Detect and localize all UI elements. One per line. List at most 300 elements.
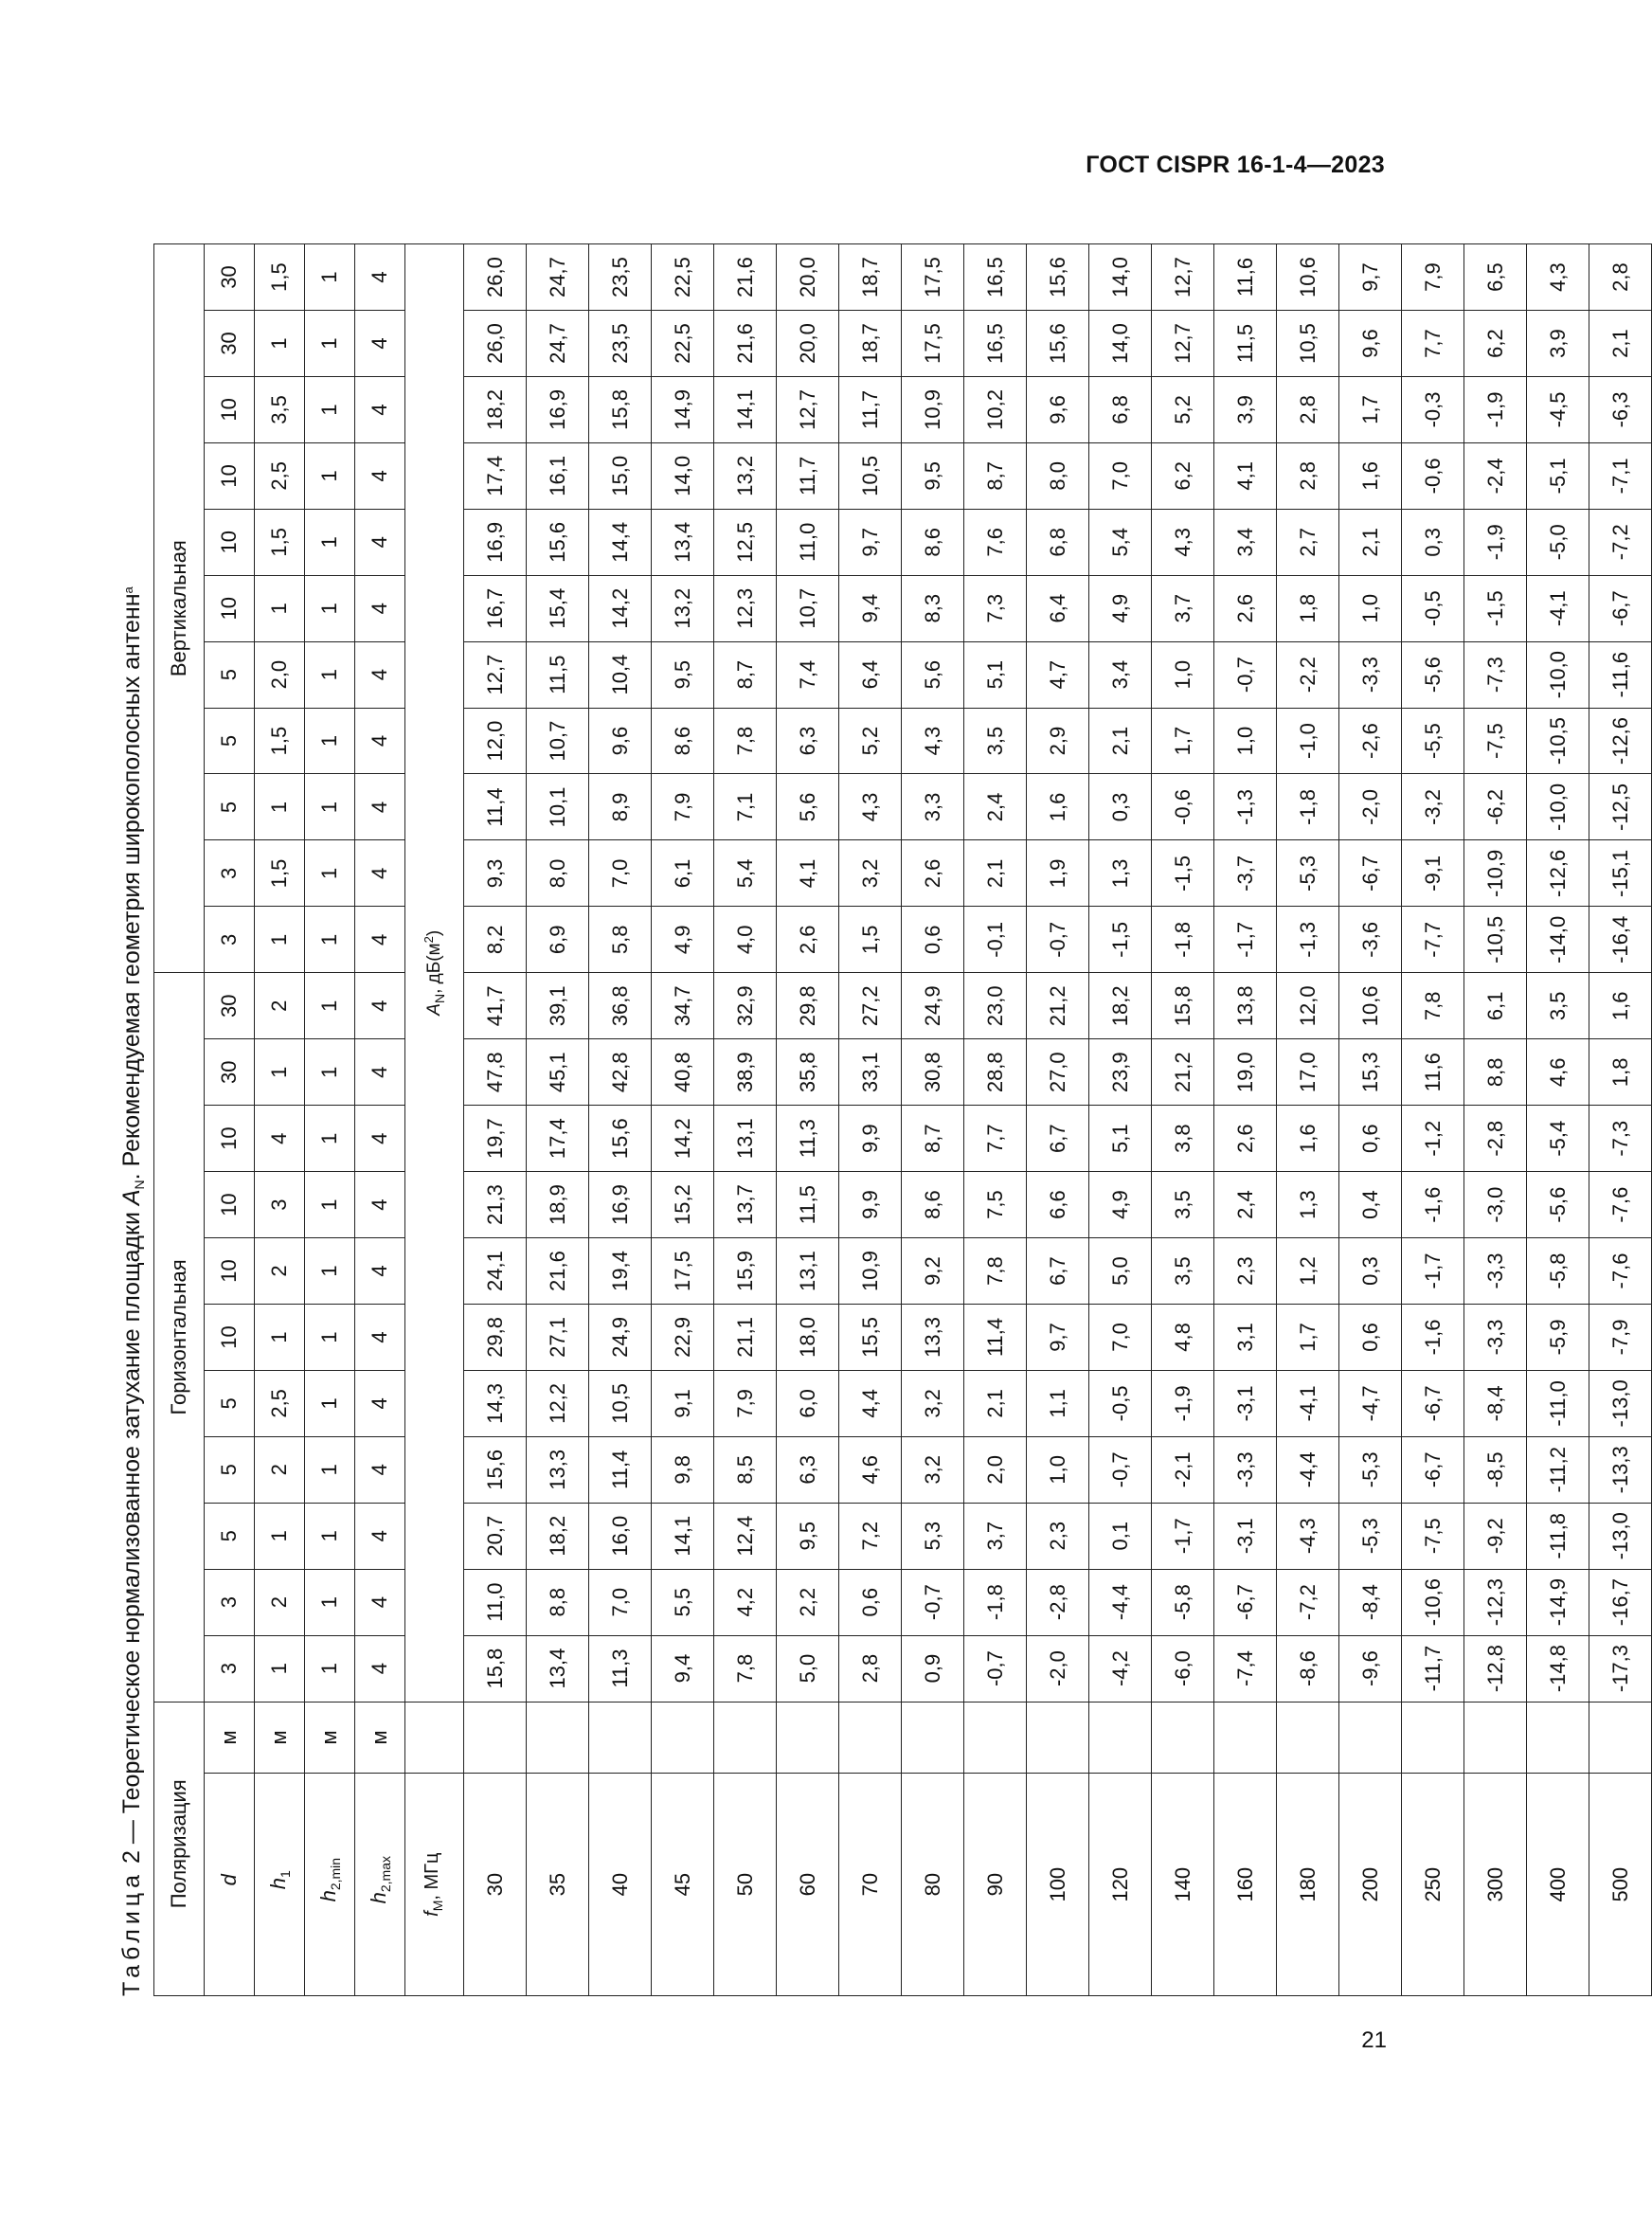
attenuation-cell: 0,6	[839, 1569, 902, 1635]
param-value: 3	[205, 907, 255, 973]
attenuation-cell: 7,2	[839, 1503, 902, 1569]
attenuation-cell: 9,2	[902, 1238, 964, 1305]
attenuation-cell: 22,9	[652, 1304, 714, 1370]
attenuation-cell: -15,1	[1589, 840, 1652, 907]
attenuation-cell: 0,3	[1402, 509, 1464, 575]
table-caption	[110, 243, 152, 1996]
attenuation-cell: -9,2	[1464, 1503, 1527, 1569]
attenuation-cell: 9,4	[652, 1635, 714, 1702]
attenuation-cell: 1,0	[1339, 575, 1402, 641]
attenuation-cell: 3,2	[902, 1370, 964, 1436]
attenuation-cell: 17,5	[902, 244, 964, 311]
attenuation-cell: 4,8	[1152, 1304, 1214, 1370]
attenuation-cell: 1,8	[1589, 1039, 1652, 1106]
attenuation-cell: 7,0	[1089, 442, 1152, 509]
attenuation-cell: 9,9	[839, 1106, 902, 1172]
attenuation-cell: -5,6	[1527, 1172, 1589, 1238]
frequency-cell: 60	[777, 1774, 839, 1996]
empty-cell	[1339, 1702, 1402, 1774]
attenuation-cell: 8,3	[902, 575, 964, 641]
param-value: 30	[205, 973, 255, 1039]
frequency-cell: 40	[589, 1774, 652, 1996]
attenuation-cell: -1,5	[1464, 575, 1527, 641]
attenuation-cell: 27,0	[1027, 1039, 1089, 1106]
attenuation-cell: 21,1	[714, 1304, 777, 1370]
attenuation-cell: 4,6	[1527, 1039, 1589, 1106]
frequency-cell: 70	[839, 1774, 902, 1996]
attenuation-cell: -12,6	[1527, 840, 1589, 907]
param-value: 5	[205, 1370, 255, 1436]
param-value: 1	[305, 708, 355, 774]
caption-prefix: Таблица	[118, 1869, 145, 1996]
attenuation-cell: 11,0	[777, 509, 839, 575]
attenuation-cell: 2,6	[777, 907, 839, 973]
table-row	[1589, 244, 1652, 1996]
attenuation-cell: 9,7	[1339, 244, 1402, 311]
attenuation-cell: 6,4	[839, 641, 902, 708]
param-unit: м	[205, 1702, 255, 1774]
attenuation-cell: 2,4	[1214, 1172, 1277, 1238]
param-value: 4	[355, 1304, 405, 1370]
attenuation-cell: -7,6	[1589, 1238, 1652, 1305]
param-value: 2,0	[255, 641, 305, 708]
param-value: 3	[205, 840, 255, 907]
attenuation-cell: 24,7	[527, 311, 589, 377]
attenuation-cell: 9,5	[777, 1503, 839, 1569]
caption-number: 2	[118, 1850, 145, 1865]
attenuation-cell: 23,5	[589, 244, 652, 311]
param-value: 1	[305, 840, 355, 907]
attenuation-cell: -7,9	[1589, 1304, 1652, 1370]
param-value: 4	[355, 1635, 405, 1702]
attenuation-cell: 13,1	[714, 1106, 777, 1172]
attenuation-cell: 3,9	[1527, 311, 1589, 377]
attenuation-cell: -17,3	[1589, 1635, 1652, 1702]
attenuation-cell: 10,5	[839, 442, 902, 509]
param-value: 3,5	[255, 376, 305, 442]
attenuation-cell: -7,5	[1402, 1503, 1464, 1569]
attenuation-cell: 7,6	[964, 509, 1027, 575]
param-row	[305, 244, 355, 1996]
attenuation-cell: -8,6	[1277, 1635, 1339, 1702]
attenuation-cell: -2,8	[1464, 1106, 1527, 1172]
table-row	[1527, 244, 1589, 1996]
attenuation-cell: 10,4	[589, 641, 652, 708]
attenuation-cell: 8,7	[964, 442, 1027, 509]
attenuation-cell: 8,8	[527, 1569, 589, 1635]
attenuation-cell: 7,3	[964, 575, 1027, 641]
attenuation-cell: 29,8	[777, 973, 839, 1039]
attenuation-cell: -5,3	[1339, 1503, 1402, 1569]
frequency-cell: 250	[1402, 1774, 1464, 1996]
frequency-cell: 200	[1339, 1774, 1402, 1996]
attenuation-cell: -0,7	[1089, 1436, 1152, 1503]
attenuation-cell: 9,8	[652, 1436, 714, 1503]
attenuation-cell: -0,5	[1402, 575, 1464, 641]
attenuation-cell: 10,7	[527, 708, 589, 774]
attenuation-cell: 3,8	[1152, 1106, 1214, 1172]
attenuation-cell: 12,2	[527, 1370, 589, 1436]
frequency-cell: 90	[964, 1774, 1027, 1996]
attenuation-cell: 36,8	[589, 973, 652, 1039]
empty-cell	[964, 1702, 1027, 1774]
param-value: 4	[355, 1039, 405, 1106]
param-symbol-letter: h	[367, 1892, 390, 1904]
attenuation-cell: -10,5	[1464, 907, 1527, 973]
attenuation-cell: 10,5	[1277, 311, 1339, 377]
attenuation-cell: 3,5	[964, 708, 1027, 774]
param-symbol-sub: 2,max	[378, 1856, 393, 1893]
param-value: 30	[205, 311, 255, 377]
attenuation-cell: 22,5	[652, 311, 714, 377]
param-value: 1	[305, 1436, 355, 1503]
param-value: 1	[305, 1039, 355, 1106]
frequency-cell: 180	[1277, 1774, 1339, 1996]
param-value: 1	[255, 774, 305, 840]
attenuation-cell: -16,4	[1589, 907, 1652, 973]
attenuation-cell: 2,8	[1277, 442, 1339, 509]
attenuation-cell: -5,5	[1402, 708, 1464, 774]
attenuation-table	[153, 243, 1652, 1996]
param-value: 4	[355, 311, 405, 377]
attenuation-cell: 2,8	[1589, 244, 1652, 311]
attenuation-cell: 23,0	[964, 973, 1027, 1039]
table-row	[777, 244, 839, 1996]
attenuation-cell: 18,2	[527, 1503, 589, 1569]
attenuation-cell: -7,2	[1589, 509, 1652, 575]
caption-text-before: — Теоретическое нормализованное затухание площадки	[118, 1205, 145, 1851]
frequency-cell: 35	[527, 1774, 589, 1996]
param-value: 1	[255, 311, 305, 377]
attenuation-cell: 12,0	[1277, 973, 1339, 1039]
param-value: 1	[255, 907, 305, 973]
attenuation-cell: -1,9	[1464, 509, 1527, 575]
attenuation-cell: -14,9	[1527, 1569, 1589, 1635]
attenuation-cell: 4,6	[839, 1436, 902, 1503]
param-value: 1	[255, 1635, 305, 1702]
attenuation-cell: 7,8	[964, 1238, 1027, 1305]
attenuation-cell: 1,0	[1214, 708, 1277, 774]
attenuation-cell: 7,8	[714, 1635, 777, 1702]
param-value: 4	[355, 376, 405, 442]
empty-cell	[405, 1702, 464, 1774]
attenuation-cell: 8,5	[714, 1436, 777, 1503]
attenuation-cell: 14,0	[1089, 311, 1152, 377]
attenuation-cell: -14,8	[1527, 1635, 1589, 1702]
attenuation-cell: 13,3	[902, 1304, 964, 1370]
attenuation-cell: 21,2	[1027, 973, 1089, 1039]
attenuation-cell: 9,6	[1339, 311, 1402, 377]
an-header: $A_N$, $дБ(м^2)$	[405, 244, 464, 1703]
param-value: 2	[255, 1569, 305, 1635]
param-value: 10	[205, 376, 255, 442]
attenuation-cell: -2,4	[1464, 442, 1527, 509]
attenuation-cell: 14,0	[1089, 244, 1152, 311]
attenuation-cell: 2,1	[1339, 509, 1402, 575]
param-value: 4	[355, 641, 405, 708]
attenuation-cell: -1,9	[1152, 1370, 1214, 1436]
attenuation-cell: 6,1	[652, 840, 714, 907]
attenuation-cell: 10,2	[964, 376, 1027, 442]
attenuation-cell: 4,4	[839, 1370, 902, 1436]
attenuation-cell: -0,3	[1402, 376, 1464, 442]
param-value: 2,5	[255, 442, 305, 509]
caption-note-mark: a	[121, 586, 135, 594]
attenuation-cell: 13,4	[652, 509, 714, 575]
attenuation-cell: 16,0	[589, 1503, 652, 1569]
attenuation-cell: 2,1	[1089, 708, 1152, 774]
attenuation-cell: 8,0	[527, 840, 589, 907]
attenuation-cell: 2,8	[839, 1635, 902, 1702]
attenuation-cell: -7,2	[1277, 1569, 1339, 1635]
param-symbol-sub: 1	[278, 1870, 293, 1878]
param-value: 1,5	[255, 708, 305, 774]
attenuation-cell: 7,7	[964, 1106, 1027, 1172]
attenuation-cell: 5,1	[1089, 1106, 1152, 1172]
attenuation-cell: 41,7	[464, 973, 527, 1039]
attenuation-cell: -8,4	[1339, 1569, 1402, 1635]
table-row	[464, 244, 527, 1996]
attenuation-cell: 6,7	[1027, 1106, 1089, 1172]
empty-cell	[1527, 1702, 1589, 1774]
param-value: 5	[205, 708, 255, 774]
param-value: 5	[205, 1503, 255, 1569]
attenuation-cell: 15,4	[527, 575, 589, 641]
param-value: 2,5	[255, 1370, 305, 1436]
attenuation-cell: 5,2	[1152, 376, 1214, 442]
attenuation-cell: 24,7	[527, 244, 589, 311]
attenuation-cell: -16,7	[1589, 1569, 1652, 1635]
param-unit: м	[355, 1702, 405, 1774]
attenuation-cell: -10,0	[1527, 641, 1589, 708]
attenuation-cell: -3,2	[1402, 774, 1464, 840]
attenuation-cell: 21,2	[1152, 1039, 1214, 1106]
attenuation-cell: 6,1	[1464, 973, 1527, 1039]
attenuation-cell: 26,0	[464, 244, 527, 311]
attenuation-cell: 3,5	[1152, 1172, 1214, 1238]
attenuation-cell: 7,5	[964, 1172, 1027, 1238]
attenuation-cell: -4,3	[1277, 1503, 1339, 1569]
attenuation-cell: 6,9	[527, 907, 589, 973]
attenuation-cell: -4,5	[1527, 376, 1589, 442]
attenuation-cell: 17,5	[902, 311, 964, 377]
param-value: 4	[355, 575, 405, 641]
frequency-cell: 45	[652, 1774, 714, 1996]
attenuation-cell: 18,2	[464, 376, 527, 442]
param-value: 1	[305, 1304, 355, 1370]
attenuation-cell: 4,9	[652, 907, 714, 973]
empty-cell	[1464, 1702, 1527, 1774]
attenuation-cell: 11,4	[964, 1304, 1027, 1370]
param-value: 1,5	[255, 244, 305, 311]
attenuation-cell: -2,0	[1339, 774, 1402, 840]
attenuation-cell: 40,8	[652, 1039, 714, 1106]
attenuation-cell: 2,0	[964, 1436, 1027, 1503]
table-row	[1152, 244, 1214, 1996]
attenuation-cell: -8,5	[1464, 1436, 1527, 1503]
attenuation-cell: 4,1	[1214, 442, 1277, 509]
table-row	[902, 244, 964, 1996]
attenuation-cell: 4,9	[1089, 1172, 1152, 1238]
param-value: 4	[355, 840, 405, 907]
frequency-cell: 300	[1464, 1774, 1527, 1996]
param-value: 5	[205, 641, 255, 708]
attenuation-cell: -10,0	[1527, 774, 1589, 840]
attenuation-cell: 1,0	[1027, 1436, 1089, 1503]
attenuation-cell: 11,4	[464, 774, 527, 840]
attenuation-cell: 11,5	[777, 1172, 839, 1238]
attenuation-cell: 0,3	[1339, 1238, 1402, 1305]
attenuation-cell: -1,2	[1402, 1106, 1464, 1172]
attenuation-cell: 0,6	[1339, 1106, 1402, 1172]
attenuation-cell: 3,5	[1527, 973, 1589, 1039]
attenuation-cell: 2,7	[1277, 509, 1339, 575]
attenuation-cell: -5,3	[1277, 840, 1339, 907]
attenuation-cell: 3,4	[1089, 641, 1152, 708]
attenuation-cell: 2,8	[1277, 376, 1339, 442]
param-symbol	[255, 1774, 305, 1996]
attenuation-cell: 7,1	[714, 774, 777, 840]
attenuation-cell: 3,7	[1152, 575, 1214, 641]
attenuation-cell: 9,6	[589, 708, 652, 774]
attenuation-cell: 30,8	[902, 1039, 964, 1106]
attenuation-cell: -0,7	[1214, 641, 1277, 708]
attenuation-cell: 4,2	[714, 1569, 777, 1635]
attenuation-cell: 15,3	[1339, 1039, 1402, 1106]
attenuation-cell: 7,0	[1089, 1304, 1152, 1370]
attenuation-cell: 2,3	[1214, 1238, 1277, 1305]
attenuation-cell: 19,7	[464, 1106, 527, 1172]
param-value: 4	[355, 1238, 405, 1305]
attenuation-cell: 15,5	[839, 1304, 902, 1370]
attenuation-cell: -3,6	[1339, 907, 1402, 973]
attenuation-cell: 2,1	[964, 840, 1027, 907]
attenuation-cell: 5,3	[902, 1503, 964, 1569]
attenuation-cell: 9,9	[839, 1172, 902, 1238]
attenuation-cell: 7,4	[777, 641, 839, 708]
frequency-cell: 160	[1214, 1774, 1277, 1996]
param-value: 5	[205, 774, 255, 840]
attenuation-cell: -7,5	[1464, 708, 1527, 774]
attenuation-cell: 13,8	[1214, 973, 1277, 1039]
attenuation-cell: 23,5	[589, 311, 652, 377]
attenuation-cell: 4,3	[902, 708, 964, 774]
attenuation-cell: 6,5	[1464, 244, 1527, 311]
attenuation-cell: 4,3	[1152, 509, 1214, 575]
attenuation-cell: 6,8	[1027, 509, 1089, 575]
param-value: 5	[205, 1436, 255, 1503]
attenuation-cell: 3,9	[1214, 376, 1277, 442]
attenuation-cell: 6,2	[1464, 311, 1527, 377]
caption-symbol-sub: N	[132, 1180, 147, 1190]
empty-cell	[652, 1702, 714, 1774]
attenuation-cell: -1,6	[1402, 1304, 1464, 1370]
attenuation-cell: -8,4	[1464, 1370, 1527, 1436]
attenuation-cell: 5,2	[839, 708, 902, 774]
attenuation-cell: 27,2	[839, 973, 902, 1039]
attenuation-cell: 18,9	[527, 1172, 589, 1238]
attenuation-cell: -0,1	[964, 907, 1027, 973]
freq-unit: МГц	[421, 1852, 442, 1890]
attenuation-cell: 13,4	[527, 1635, 589, 1702]
attenuation-cell: -10,6	[1402, 1569, 1464, 1635]
attenuation-cell: 12,3	[714, 575, 777, 641]
param-symbol-letter: h	[316, 1890, 340, 1902]
frequency-cell: 30	[464, 1774, 527, 1996]
attenuation-cell: 1,3	[1277, 1172, 1339, 1238]
empty-cell	[1277, 1702, 1339, 1774]
attenuation-cell: 5,8	[589, 907, 652, 973]
attenuation-cell: -13,0	[1589, 1503, 1652, 1569]
attenuation-cell: 8,6	[902, 1172, 964, 1238]
attenuation-cell: -6,7	[1402, 1436, 1464, 1503]
param-value: 1	[305, 575, 355, 641]
attenuation-cell: 21,6	[527, 1238, 589, 1305]
attenuation-cell: 26,0	[464, 311, 527, 377]
attenuation-cell: 12,0	[464, 708, 527, 774]
param-value: 2	[255, 1238, 305, 1305]
attenuation-cell: 12,4	[714, 1503, 777, 1569]
attenuation-cell: 6,4	[1027, 575, 1089, 641]
param-value: 1	[305, 1238, 355, 1305]
param-value: 1	[255, 1304, 305, 1370]
attenuation-cell: -10,5	[1527, 708, 1589, 774]
empty-cell	[464, 1702, 527, 1774]
an-symbol-sub: N	[432, 993, 447, 1004]
attenuation-cell: 9,5	[652, 641, 714, 708]
attenuation-cell: 10,7	[777, 575, 839, 641]
attenuation-cell: 10,9	[902, 376, 964, 442]
attenuation-cell: 5,0	[777, 1635, 839, 1702]
attenuation-cell: -1,8	[964, 1569, 1027, 1635]
attenuation-cell: 20,0	[777, 244, 839, 311]
attenuation-cell: -12,6	[1589, 708, 1652, 774]
attenuation-cell: 4,1	[777, 840, 839, 907]
attenuation-cell: -7,7	[1402, 907, 1464, 973]
attenuation-cell: 15,8	[589, 376, 652, 442]
attenuation-cell: 9,7	[1027, 1304, 1089, 1370]
attenuation-cell: -2,8	[1027, 1569, 1089, 1635]
attenuation-cell: 14,1	[652, 1503, 714, 1569]
frequency-cell: 100	[1027, 1774, 1089, 1996]
attenuation-cell: 12,7	[1152, 244, 1214, 311]
param-value: 1	[305, 973, 355, 1039]
attenuation-cell: -7,1	[1589, 442, 1652, 509]
attenuation-cell: 10,6	[1277, 244, 1339, 311]
param-value: 1,5	[255, 509, 305, 575]
attenuation-cell: -3,0	[1464, 1172, 1527, 1238]
table-row	[1027, 244, 1089, 1996]
attenuation-cell: -2,0	[1027, 1635, 1089, 1702]
param-value: 10	[205, 1304, 255, 1370]
attenuation-cell: 8,8	[1464, 1039, 1527, 1106]
attenuation-cell: 1,2	[1277, 1238, 1339, 1305]
attenuation-cell: 1,8	[1277, 575, 1339, 641]
attenuation-cell: 3,7	[964, 1503, 1027, 1569]
attenuation-cell: 1,7	[1152, 708, 1214, 774]
param-value: 3	[205, 1569, 255, 1635]
attenuation-cell: 7,8	[1402, 973, 1464, 1039]
attenuation-cell: -9,1	[1402, 840, 1464, 907]
param-value: 1	[305, 244, 355, 311]
attenuation-cell: 1,1	[1027, 1370, 1089, 1436]
attenuation-cell: 8,0	[1027, 442, 1089, 509]
attenuation-cell: 22,5	[652, 244, 714, 311]
attenuation-cell: 11,5	[1214, 311, 1277, 377]
freq-symbol: f	[421, 1911, 442, 1917]
attenuation-cell: 1,6	[1589, 973, 1652, 1039]
attenuation-cell: 14,9	[652, 376, 714, 442]
